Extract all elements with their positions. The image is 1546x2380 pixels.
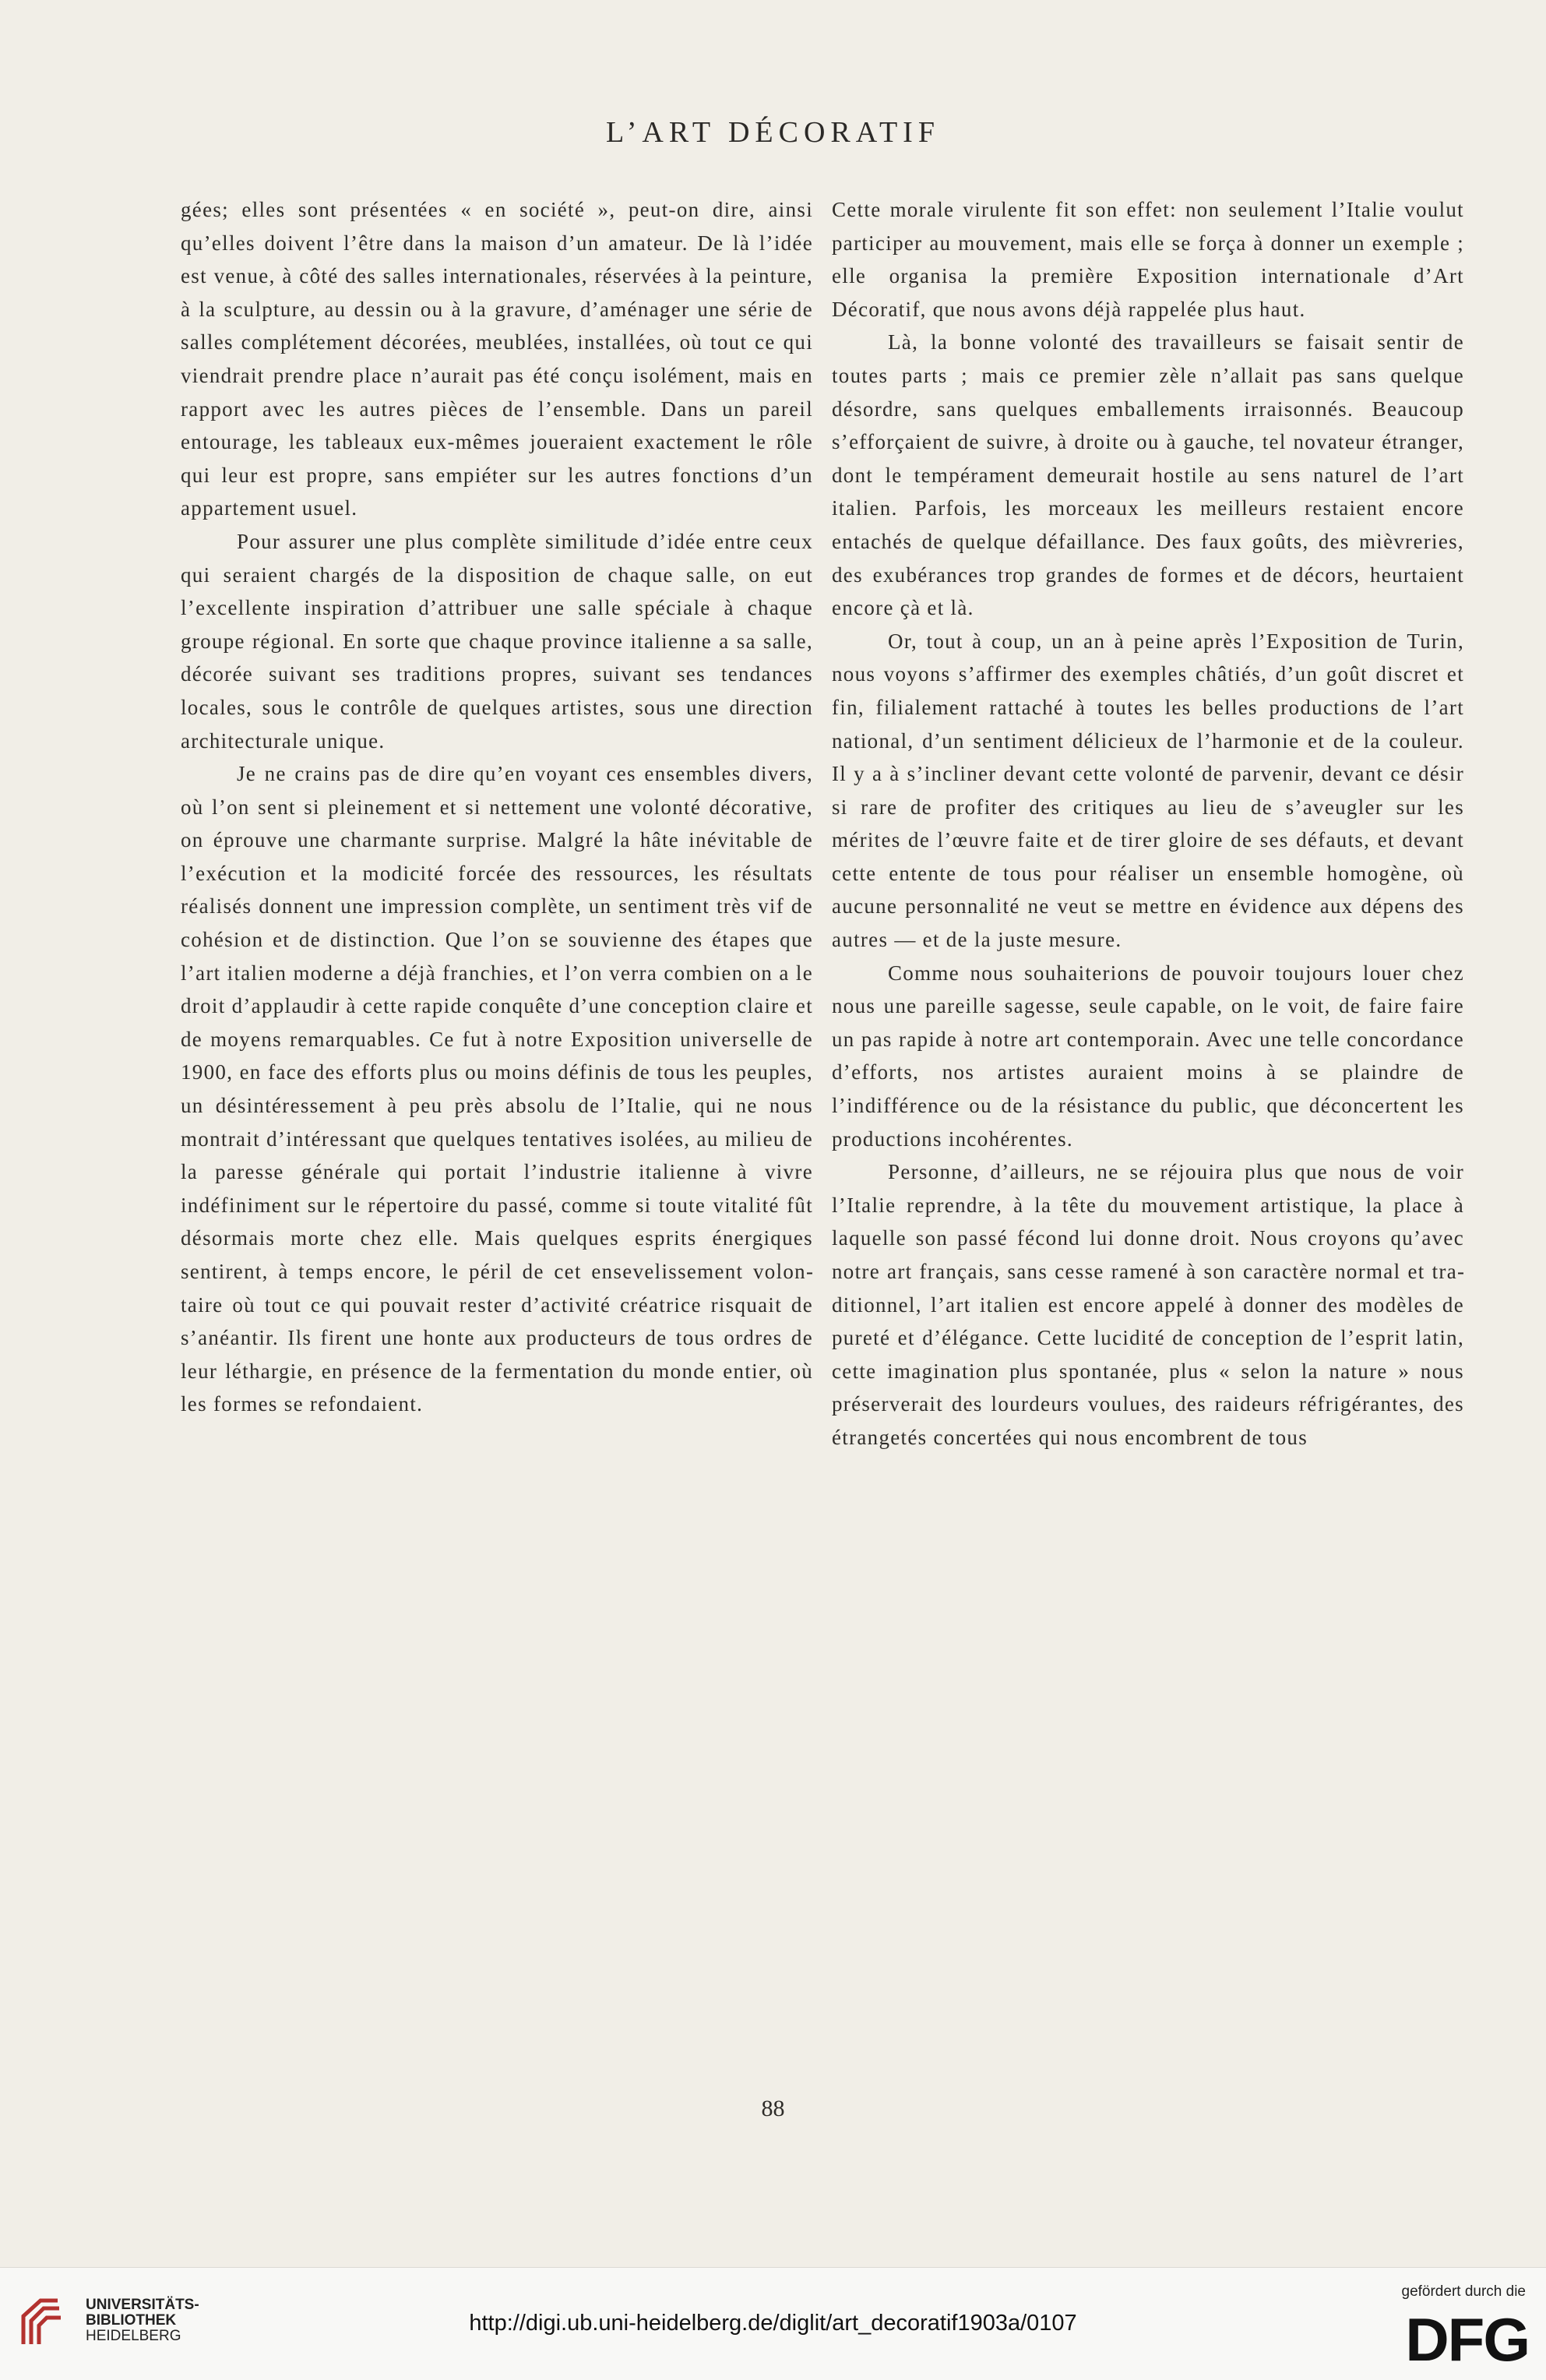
permalink-url[interactable]: http://digi.ub.uni-heidelberg.de/diglit/art_decoratif1903a/0107 (469, 2311, 1077, 2336)
right-paragraph-4: Comme nous souhaiterions de pouvoir toujours louer chez nous une pareille sagesse, seule capable, on le voit, de faire faire un pas rapide à notre art contemporain. Avec une telle concordance d’efforts, nos artistes auraient moins à se plaindre de l’indifférence ou de la résistance du public, que déconcertent les productions incohérentes. (832, 961, 1464, 1151)
right-text-column (832, 193, 1464, 1454)
left-paragraph-2: Pour assurer une plus complète similitude d’idée entre ceux qui seraient chargés de la disposition de chaque salle, on eut l’excellente inspiration d’attribuer une salle spéciale à chaque groupe régional. En sorte que chaque province italienne a sa salle, décorée suivant ses traditions propres, suivant ses tendances locales, sous le contrôle de quelques artistes, sous une direction architecturale unique. (181, 529, 813, 753)
left-text-column (181, 193, 813, 1421)
library-line-1: UNIVERSITÄTS- (86, 2297, 199, 2313)
page-number: 88 (761, 2096, 785, 2121)
library-line-2: BIBLIOTHEK (86, 2312, 177, 2329)
running-header-title: L’ART DÉCORATIF (606, 116, 940, 149)
right-paragraph-3: Or, tout à coup, un an à peine après l’Exposition de Turin, nous voyons s’affirmer des exemples châtiés, d’un goût discret et fin, filialement rattaché à toutes les belles productions de l’art national, d’un sentiment délicieux de l’harmonie et de la couleur. Il y a à s’incliner devant cette volonté de parvenir, devant ce désir si rare de profiter des critiques au lieu de s’aveugler sur les mérites de l’œuvre faite et de tirer gloire de ses défauts, et devant cette entente de tous pour réaliser un ensemble homogène, où aucune personnalité ne veut se mettre en évidence aux dépens des autres — et de la juste mesure. (832, 629, 1464, 952)
left-paragraph-3: Je ne crains pas de dire qu’en voyant ces ensembles divers, où l’on sent si pleinement et si nettement une volonté décorative, on éprouve une charmante surprise. Malgré la hâte inévitable de l’exécution et la modicité forcée des ressources, les résultats réalisés donnent une impression complète, un sentiment très vif de cohésion et de distinction. Que l’on se souvienne des étapes que l’art italien moderne a déjà franchies, et l’on verra combien on a le droit d’applaudir à cette rapide conquête d’une conception claire et de moyens remarquables. Ce fut à notre Exposition universelle de 1900, en face des efforts plus ou moins définis de tous les peuples, un désintéressement à peu près absolu de l’Italie, qui ne nous montrait d’intéressant que quelques tentatives isolées, au milieu de la paresse générale qui portait l’industrie italienne à vivre indéfiniment sur le répertoire du passé, comme si toute vitalité fût désormais morte chez elle. Mais quelques esprits énergiques sentirent, à temps encore, le péril de cet ensevelissement volontaire où tout ce qui pouvait rester d’activité créatrice risquait de s’anéantir. Ils firent une honte aux producteurs de tous ordres de leur léthargie, en présence de la fermentation du monde entier, où les formes se refondaient. (181, 762, 813, 1416)
right-paragraph-5: Personne, d’ailleurs, ne se réjouira plus que nous de voir l’Italie reprendre, à la tête du mouvement artistique, la place à laquelle son passé fécond lui donne droit. Nous croyons qu’avec notre art français, sans cesse ramené à son caractère normal et traditionnel, l’art italien est encore appelé à donner des modèles de pureté et d’élégance. Cette lucidité de conception de l’esprit latin, cette imagination plus spontanée, plus « selon la nature » nous préserverait des lourdeurs voulues, des raideurs réfrigérantes, des étrangetés concertées qui nous encombrent de tous (832, 1160, 1464, 1449)
dfg-logo[interactable]: DFG (1405, 2305, 1529, 2374)
digitization-footer (0, 2267, 1546, 2380)
right-paragraph-1: Cette morale virulente fit son effet: non seulement l’Italie voulut participer au mouvement, mais elle se força à donner un exemple ; elle organisa la première Exposition internationale d’Art Décoratif, que nous avons déjà rappelée plus haut. (832, 198, 1464, 321)
right-paragraph-2: Là, la bonne volonté des travailleurs se faisait sentir de toutes parts ; mais ce premier zèle n’allait pas sans quelque désordre, sans quelques emballements irraisonnés. Beaucoup s’efforçaient de suivre, à droite ou à gauche, tel novateur étranger, dont le tempérament demeurait hostile au sens naturel de l’art italien. Parfois, les morceaux les meilleurs restaient encore entachés de quelque défaillance. Des faux goûts, des mièvreries, des exubérances trop grandes de formes et de décors, heurtaient encore çà et là. (832, 330, 1464, 620)
left-paragraph-1: gées; elles sont présentées « en société », peut-on dire, ainsi qu’elles doivent l’être dans la maison d’un amateur. De là l’idée est venue, à côté des salles internationales, réservées à la peinture, à la sculpture, au dessin ou à la gravure, d’aménager une série de salles complétement décorées, meublées, installées, où tout ce qui viendrait prendre place n’aurait pas été conçu isolément, mais en rapport avec les autres pièces de l’ensemble. Dans un pareil entourage, les tableaux eux-mêmes joueraient exactement le rôle qui leur est propre, sans empiéter sur les autres fonctions d’un appartement usuel. (181, 198, 813, 520)
sponsor-caption: gefördert durch die (1401, 2283, 1526, 2300)
library-line-3: HEIDELBERG (86, 2328, 181, 2344)
